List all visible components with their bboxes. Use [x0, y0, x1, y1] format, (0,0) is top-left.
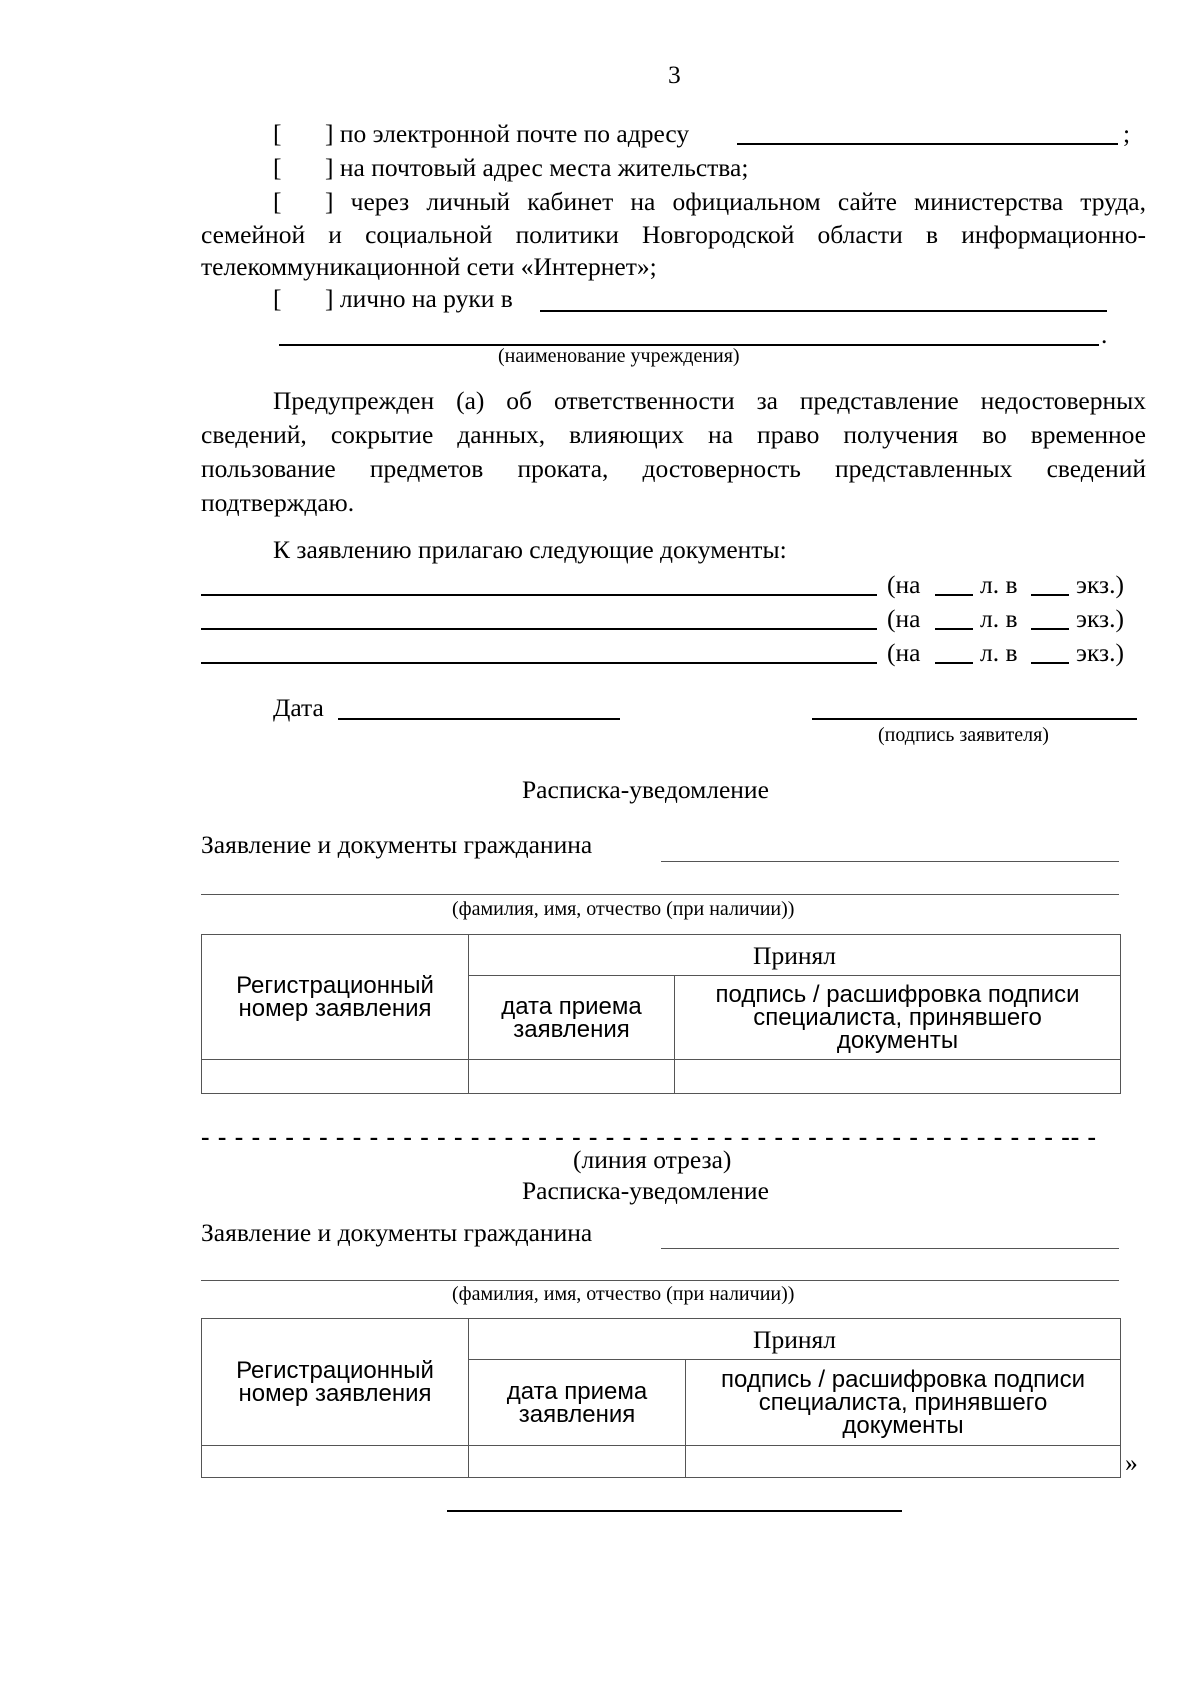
attachment-middle: л. в	[980, 604, 1018, 633]
delivery-cabinet-line-2: семейной и социальной политики Новгородской области в информационно-	[201, 220, 1146, 249]
email-blank	[737, 143, 1118, 145]
citizen-name-blank-1	[661, 861, 1119, 862]
receipt-table	[201, 934, 1121, 1094]
name-caption: (фамилия, имя, отчество (при наличии))	[452, 1283, 795, 1305]
institution-blank-1	[540, 310, 1107, 312]
attachment-middle: л. в	[980, 570, 1018, 599]
attachment-prefix: (на	[887, 604, 921, 633]
attachment-blank	[201, 628, 877, 630]
name-caption: (фамилия, имя, отчество (при наличии))	[452, 898, 795, 920]
delivery-email-label: ] по электронной почте по адресу	[325, 119, 690, 148]
accepted-header: Принял	[469, 1319, 1121, 1360]
reg-number-cell	[202, 1446, 469, 1478]
pages-blank	[935, 662, 973, 664]
citizen-name-blank-2	[201, 894, 1119, 895]
receipt-title: Расписка-уведомление	[522, 775, 769, 804]
delivery-cabinet-line-1: ] через личный кабинет на официальном сайте министерства труда,	[325, 187, 1146, 216]
attachment-prefix: (на	[887, 570, 921, 599]
cut-line-caption: (линия отреза)	[573, 1145, 732, 1174]
attachment-prefix: (на	[887, 638, 921, 667]
warning-line-4: подтверждаю.	[201, 488, 355, 517]
signature-caption: (подпись заявителя)	[878, 724, 1049, 746]
page-number: 3	[668, 60, 681, 89]
citizen-label: Заявление и документы гражданина	[201, 830, 593, 859]
receipt-title: Расписка-уведомление	[522, 1176, 769, 1205]
attachment-middle: л. в	[980, 638, 1018, 667]
pages-blank	[935, 628, 973, 630]
citizen-name-blank-1	[661, 1248, 1119, 1249]
signature-header: подпись / расшифровка подписи специалиста, принявшего документы	[675, 976, 1121, 1060]
warning-line-3: пользование предметов проката, достоверность представленных сведений	[201, 454, 1146, 483]
delivery-cabinet-line-3: телекоммуникационной сети «Интернет»;	[201, 252, 657, 281]
bottom-separator	[447, 1510, 902, 1512]
accepted-header: Принял	[469, 935, 1121, 976]
citizen-name-blank-2	[201, 1280, 1119, 1281]
cut-line: - - - - - - - - - - - - - - - - - - - - - - - - - - - - - - - - - - - - - - - - - - - - - - - - - - - -- -	[201, 1122, 1098, 1151]
attachment-suffix: экз.)	[1076, 570, 1124, 599]
email-end: ;	[1123, 119, 1131, 148]
checkbox-bracket: [	[273, 187, 282, 216]
attachment-suffix: экз.)	[1076, 604, 1124, 633]
accept-date-cell	[469, 1060, 675, 1094]
reg-number-header: Регистрационный номер заявления	[202, 935, 469, 1060]
attachment-suffix: экз.)	[1076, 638, 1124, 667]
accept-date-cell	[469, 1446, 686, 1478]
checkbox-bracket: [	[273, 153, 282, 182]
copies-blank	[1031, 662, 1069, 664]
reg-number-header: Регистрационный номер заявления	[202, 1319, 469, 1446]
closing-quote: »	[1125, 1448, 1138, 1477]
institution-end: .	[1101, 320, 1108, 349]
signature-cell	[686, 1446, 1121, 1478]
signature-header: подпись / расшифровка подписи специалиста, принявшего документы	[686, 1360, 1121, 1446]
warning-line-2: сведений, сокрытие данных, влияющих на право получения во временное	[201, 420, 1146, 449]
attachment-blank	[201, 662, 877, 664]
date-blank	[338, 718, 620, 720]
checkbox-bracket: [	[273, 284, 282, 313]
date-label: Дата	[273, 693, 324, 722]
signature-cell	[675, 1060, 1121, 1094]
signature-blank	[812, 718, 1137, 720]
accept-date-header: дата приема заявления	[469, 976, 675, 1060]
delivery-in-person-label: ] лично на руки в	[325, 284, 513, 313]
checkbox-bracket: [	[273, 119, 282, 148]
citizen-label: Заявление и документы гражданина	[201, 1218, 593, 1247]
copies-blank	[1031, 628, 1069, 630]
warning-line-1: Предупрежден (а) об ответственности за представление недостоверных	[273, 386, 1146, 415]
accept-date-header: дата приема заявления	[469, 1360, 686, 1446]
receipt-table	[201, 1318, 1121, 1478]
copies-blank	[1031, 594, 1069, 596]
institution-caption: (наименование учреждения)	[498, 345, 740, 367]
pages-blank	[935, 594, 973, 596]
attachments-intro: К заявлению прилагаю следующие документы:	[273, 535, 787, 564]
attachment-blank	[201, 594, 877, 596]
delivery-postal-label: ] на почтовый адрес места жительства;	[325, 153, 749, 182]
reg-number-cell	[202, 1060, 469, 1094]
